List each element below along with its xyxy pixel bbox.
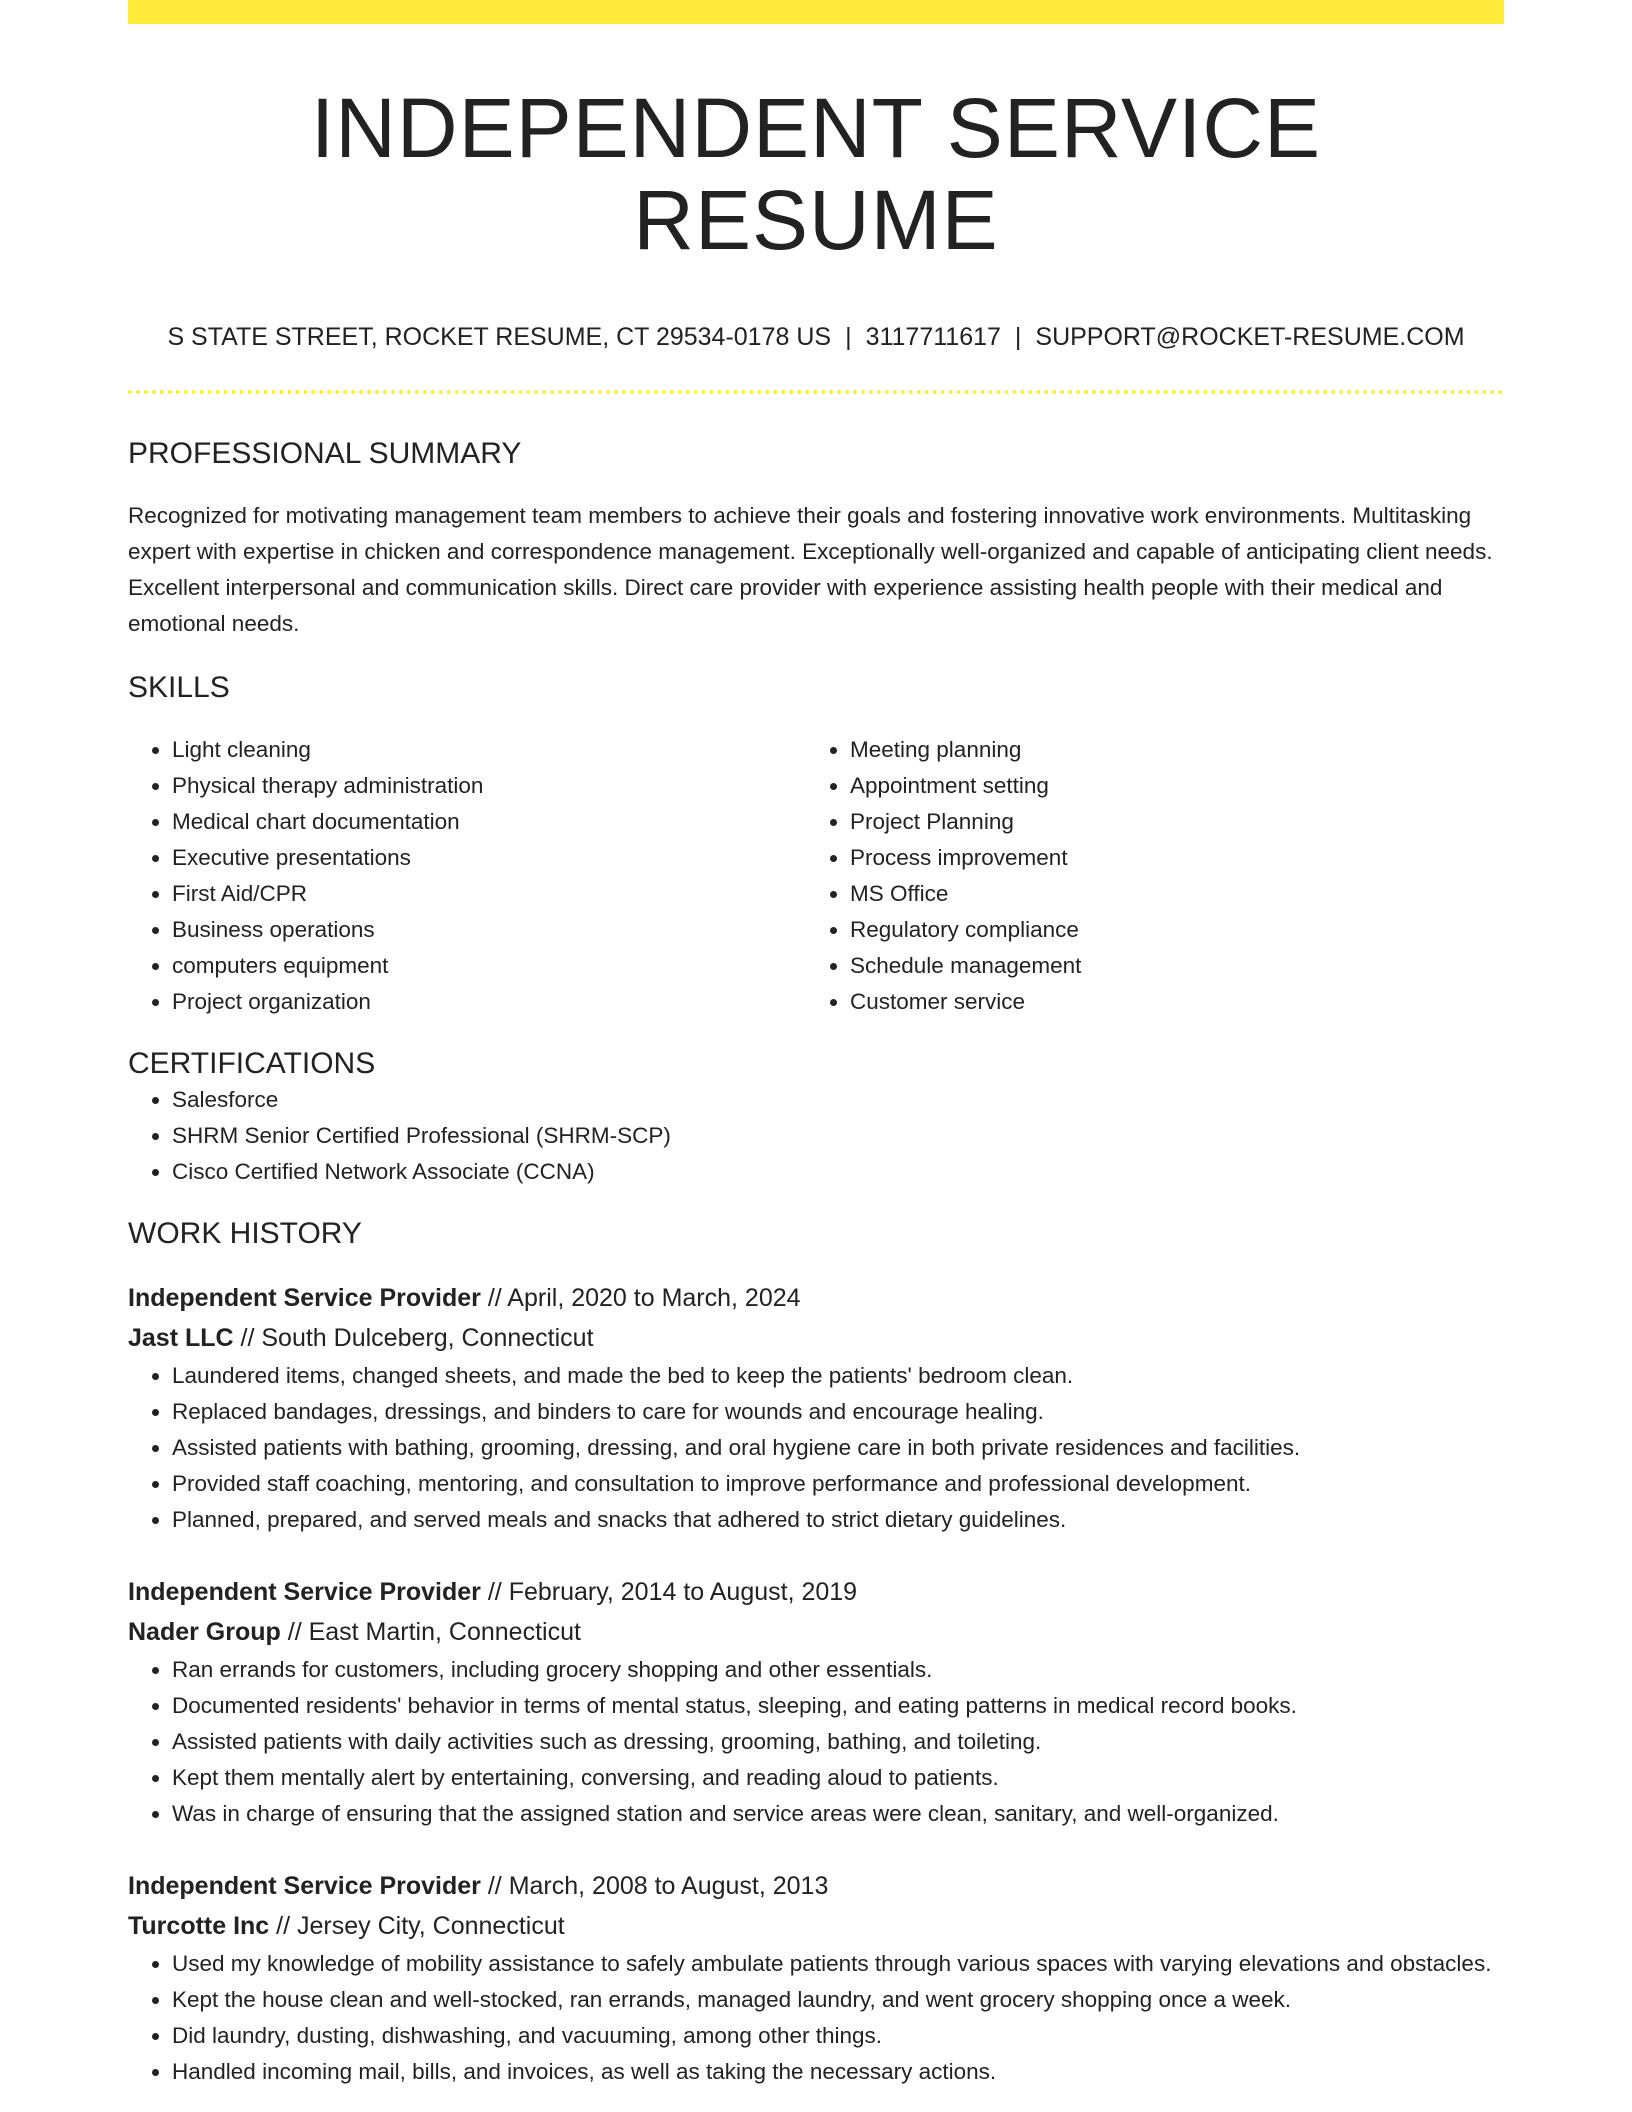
resume-name: INDEPENDENT SERVICE RESUME — [310, 81, 1322, 268]
skill-item: • Executive presentations — [172, 840, 806, 876]
skill-item: • Project Planning — [850, 804, 1484, 840]
skill-item: • MS Office — [850, 876, 1484, 912]
job-duty-item: • Was in charge of ensuring that the assigned station and service areas were clean, sanitary, and well-organized. — [172, 1796, 1504, 1832]
job-location: // Jersey City, Connecticut — [269, 1911, 565, 1940]
job-duty-item: • Assisted patients with bathing, grooming, dressing, and oral hygiene care in both private residences and facilities. — [172, 1430, 1504, 1466]
summary-text: Recognized for motivating management team members to achieve their goals and fostering innovative work environments. Multitasking expert with expertise in chicken and correspondence management. Exceptionally well-organized and capable of anticipating client needs. Excellent interpersonal and communication skills. Direct care provider with experience assisting health people with their medical and emotional needs. — [128, 502, 1493, 636]
skill-item: • Meeting planning — [850, 732, 1484, 768]
job-company-line — [128, 1318, 1504, 1358]
job-company-line — [128, 1906, 1504, 1946]
skill-item: • Regulatory compliance — [850, 912, 1484, 948]
contact-line — [128, 323, 1504, 352]
certifications-list — [128, 1082, 1504, 1190]
skill-item: • Customer service — [850, 984, 1484, 1020]
job-duty-item: • Kept the house clean and well-stocked, ran errands, managed laundry, and went grocery shopping once a week. — [172, 1982, 1504, 2018]
job-role: Independent Service Provider — [128, 1577, 481, 1606]
job-title-line — [128, 1572, 1504, 1612]
job-entry — [128, 1866, 1504, 2090]
skill-item: • Medical chart documentation — [172, 804, 806, 840]
certification-item: • SHRM Senior Certified Professional (SHRM-SCP) — [172, 1118, 1504, 1154]
job-title-line — [128, 1278, 1504, 1318]
skills-column-left — [128, 732, 806, 1020]
job-entry — [128, 1278, 1504, 1538]
work-history-list — [128, 1278, 1504, 2090]
job-duty-item: • Replaced bandages, dressings, and binders to care for wounds and encourage healing. — [172, 1394, 1504, 1430]
job-duty-item: • Documented residents' behavior in terms of mental status, sleeping, and eating patterns in medical record books. — [172, 1688, 1504, 1724]
job-duties-list — [128, 1946, 1504, 2090]
skills-column-right — [806, 732, 1484, 1020]
skill-item: • Schedule management — [850, 948, 1484, 984]
skill-item: • Light cleaning — [172, 732, 806, 768]
job-entry — [128, 1572, 1504, 1832]
contact-separator: | — [1014, 322, 1022, 351]
contact-address: S STATE STREET, ROCKET RESUME, CT 29534-0178 US — [167, 322, 832, 351]
certification-item: • Cisco Certified Network Associate (CCNA) — [172, 1154, 1504, 1190]
job-dates: // April, 2020 to March, 2024 — [480, 1283, 801, 1312]
job-duty-item: • Handled incoming mail, bills, and invoices, as well as taking the necessary actions. — [172, 2054, 1504, 2090]
accent-top-bar — [128, 0, 1504, 24]
certification-item: • Salesforce — [172, 1082, 1504, 1118]
skill-item: • Business operations — [172, 912, 806, 948]
job-duty-item: • Kept them mentally alert by entertaining, conversing, and reading aloud to patients. — [172, 1760, 1504, 1796]
skill-item: • Appointment setting — [850, 768, 1484, 804]
job-location: // South Dulceberg, Connecticut — [233, 1323, 594, 1352]
certifications-heading: CERTIFICATIONS — [128, 1046, 376, 1080]
job-company-line — [128, 1612, 1504, 1652]
job-duty-item: • Did laundry, dusting, dishwashing, and vacuuming, among other things. — [172, 2018, 1504, 2054]
summary-heading: PROFESSIONAL SUMMARY — [128, 436, 522, 470]
skill-item: • First Aid/CPR — [172, 876, 806, 912]
skill-item: • computers equipment — [172, 948, 806, 984]
job-company: Nader Group — [128, 1617, 281, 1646]
job-role: Independent Service Provider — [128, 1871, 481, 1900]
skills-grid — [128, 732, 1504, 1020]
job-role: Independent Service Provider — [128, 1283, 481, 1312]
work-history-heading: WORK HISTORY — [128, 1216, 362, 1250]
job-company: Turcotte Inc — [128, 1911, 270, 1940]
skill-item: • Process improvement — [850, 840, 1484, 876]
job-dates: // March, 2008 to August, 2013 — [480, 1871, 829, 1900]
skills-list-right — [806, 732, 1484, 1020]
skill-item: • Project organization — [172, 984, 806, 1020]
dotted-divider — [128, 390, 1504, 394]
skills-list-left — [128, 732, 806, 1020]
job-duty-item: • Assisted patients with daily activities such as dressing, grooming, bathing, and toileting. — [172, 1724, 1504, 1760]
job-title-line — [128, 1866, 1504, 1906]
job-location: // East Martin, Connecticut — [280, 1617, 581, 1646]
skills-heading: SKILLS — [128, 670, 230, 704]
contact-phone: 3117711617 — [865, 322, 1001, 351]
job-duty-item: • Planned, prepared, and served meals and snacks that adhered to strict dietary guidelines. — [172, 1502, 1504, 1538]
resume-page — [128, 0, 1504, 2090]
job-duty-item: • Used my knowledge of mobility assistance to safely ambulate patients through various spaces with varying elevations and obstacles. — [172, 1946, 1504, 1982]
job-duties-list — [128, 1652, 1504, 1832]
skill-item: • Physical therapy administration — [172, 768, 806, 804]
job-company: Jast LLC — [128, 1323, 234, 1352]
contact-email: SUPPORT@ROCKET-RESUME.COM — [1035, 322, 1465, 351]
job-duty-item: • Laundered items, changed sheets, and made the bed to keep the patients' bedroom clean. — [172, 1358, 1504, 1394]
contact-separator: | — [845, 322, 852, 351]
job-duty-item: • Provided staff coaching, mentoring, and consultation to improve performance and professional development. — [172, 1466, 1504, 1502]
job-duties-list — [128, 1358, 1504, 1538]
job-dates: // February, 2014 to August, 2019 — [480, 1577, 858, 1606]
job-duty-item: • Ran errands for customers, including grocery shopping and other essentials. — [172, 1652, 1504, 1688]
